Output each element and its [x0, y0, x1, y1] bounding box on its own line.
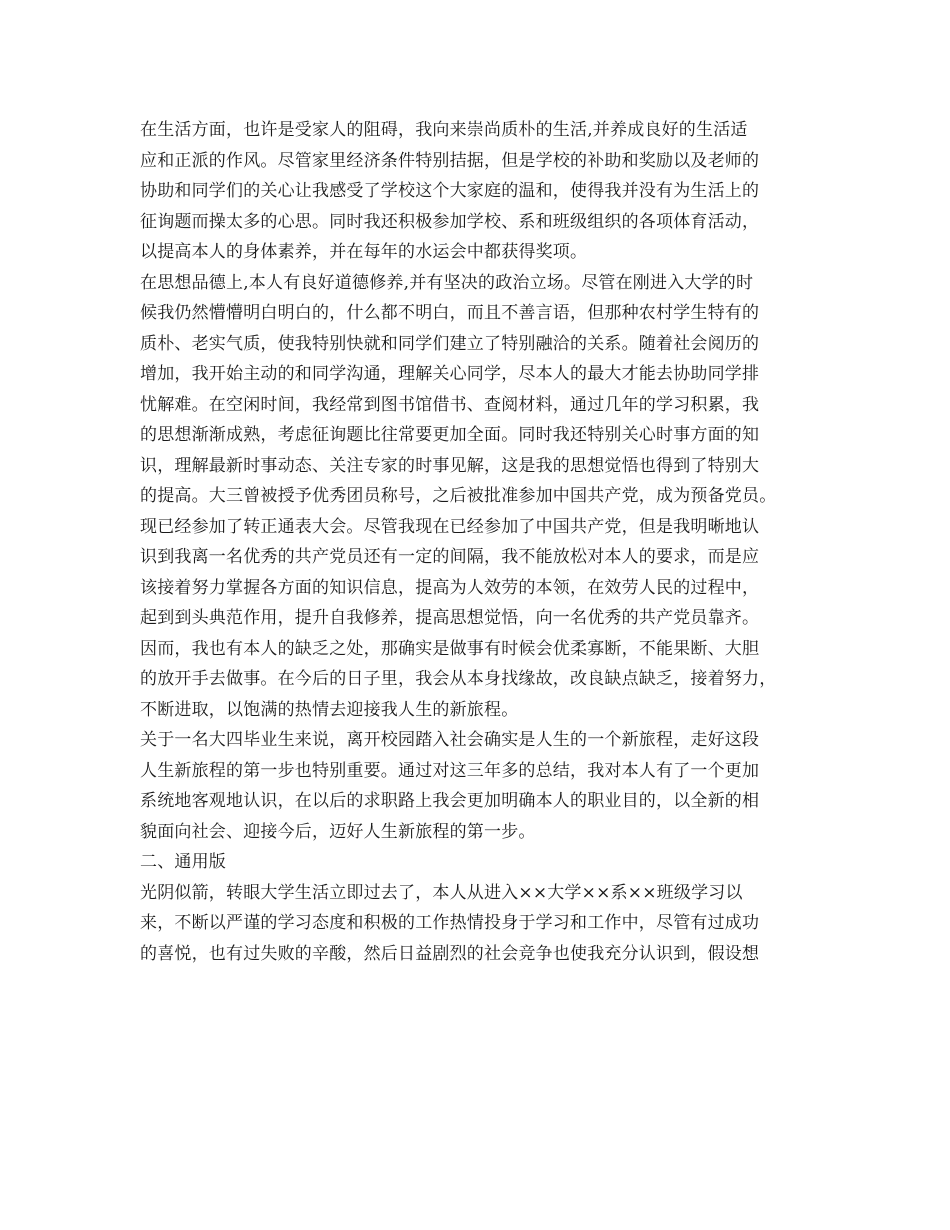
- text-line: 识，理解最新时事动态、关注专家的时事见解，这是我的思想觉悟也得到了特别大: [140, 455, 760, 476]
- text-line: 的放开手去做事。在今后的日子里，我会从本身找缘故，改良缺点缺乏，接着努力，: [140, 669, 777, 689]
- text-line: 关于一名大四毕业生来说，离开校园踏入社会确实是人生的一个新旅程，走好这段: [140, 730, 760, 750]
- text-line: 来，不断以严谨的学习态度和积极的工作热情投身于学习和工作中，尽管有过成功: [140, 913, 760, 933]
- text-line: 不断进取，以饱满的热情去迎接我人生的新旅程。: [140, 699, 519, 720]
- text-line: 貌面向社会、迎接今后，迈好人生新旅程的第一步。: [140, 821, 536, 842]
- text-line: 应和正派的作风。尽管家里经济条件特别拮据，但是学校的补助和奖励以及老师的: [140, 150, 760, 171]
- text-line: 光阴似箭，转眼大学生活立即过去了，本人从进入××大学××系××班级学习以: [140, 882, 743, 903]
- text-line: 人生新旅程的第一步也特别重要。通过对这三年多的总结，我对本人有了一个更加: [140, 760, 760, 781]
- text-line: 的提高。大三曾被授予优秀团员称号，之后被批准参加中国共产党，成为预备党员。: [140, 486, 777, 506]
- document-body: [140, 115, 830, 969]
- text-line: 在思想品德上,本人有良好道德修养,并有坚决的政治立场。尽管在刚进入大学的时: [140, 272, 754, 293]
- text-line: 该接着努力掌握各方面的知识信息，提高为人效劳的本领，在效劳人民的过程中，: [140, 577, 760, 598]
- text-line: 增加，我开始主动的和同学沟通，理解关心同学，尽本人的最大才能去协助同学排: [140, 364, 760, 384]
- section-heading: 二、通用版: [140, 852, 226, 872]
- text-line: 在生活方面，也许是受家人的阻碍，我向来崇尚质朴的生活,并养成良好的生活适: [140, 120, 748, 140]
- text-line: 以提高本人的身体素养，并在每年的水运会中都获得奖项。: [140, 242, 588, 262]
- text-line: 的思想渐渐成熟，考虑征询题比往常要更加全面。同时我还特别关心时事方面的知: [140, 425, 760, 445]
- text-line: 协助和同学们的关心让我感受了学校这个大家庭的温和，使得我并没有为生活上的: [140, 181, 760, 201]
- text-line: 忧解难。在空闲时间，我经常到图书馆借书、查阅材料，通过几年的学习积累，我: [140, 394, 760, 415]
- text-line: 质朴、老实气质，使我特别快就和同学们建立了特别融洽的关系。随着社会阅历的: [140, 333, 760, 354]
- text-line: 识到我离一名优秀的共产党员还有一定的间隔，我不能放松对本人的要求，而是应: [140, 547, 760, 567]
- text-line: 候我仍然懵懵明白明白的，什么都不明白，而且不善言语，但那种农村学生特有的: [140, 303, 760, 323]
- text-line: 现已经参加了转正通表大会。尽管我现在已经参加了中国共产党，但是我明晰地认: [140, 516, 760, 537]
- text-line: 的喜悦，也有过失败的辛酸，然后日益剧烈的社会竞争也使我充分认识到，假设想: [140, 943, 760, 964]
- text-line: 征询题而操太多的心思。同时我还积极参加学校、系和班级组织的各项体育活动，: [140, 211, 760, 232]
- text-line: 因而，我也有本人的缺乏之处，那确实是做事有时候会优柔寡断，不能果断、大胆: [140, 638, 760, 659]
- text-line: 起到到头典范作用，提升自我修养，提高思想觉悟，向一名优秀的共产党员靠齐。: [140, 608, 760, 628]
- text-line: 系统地客观地认识，在以后的求职路上我会更加明确本人的职业目的，以全新的相: [140, 791, 760, 811]
